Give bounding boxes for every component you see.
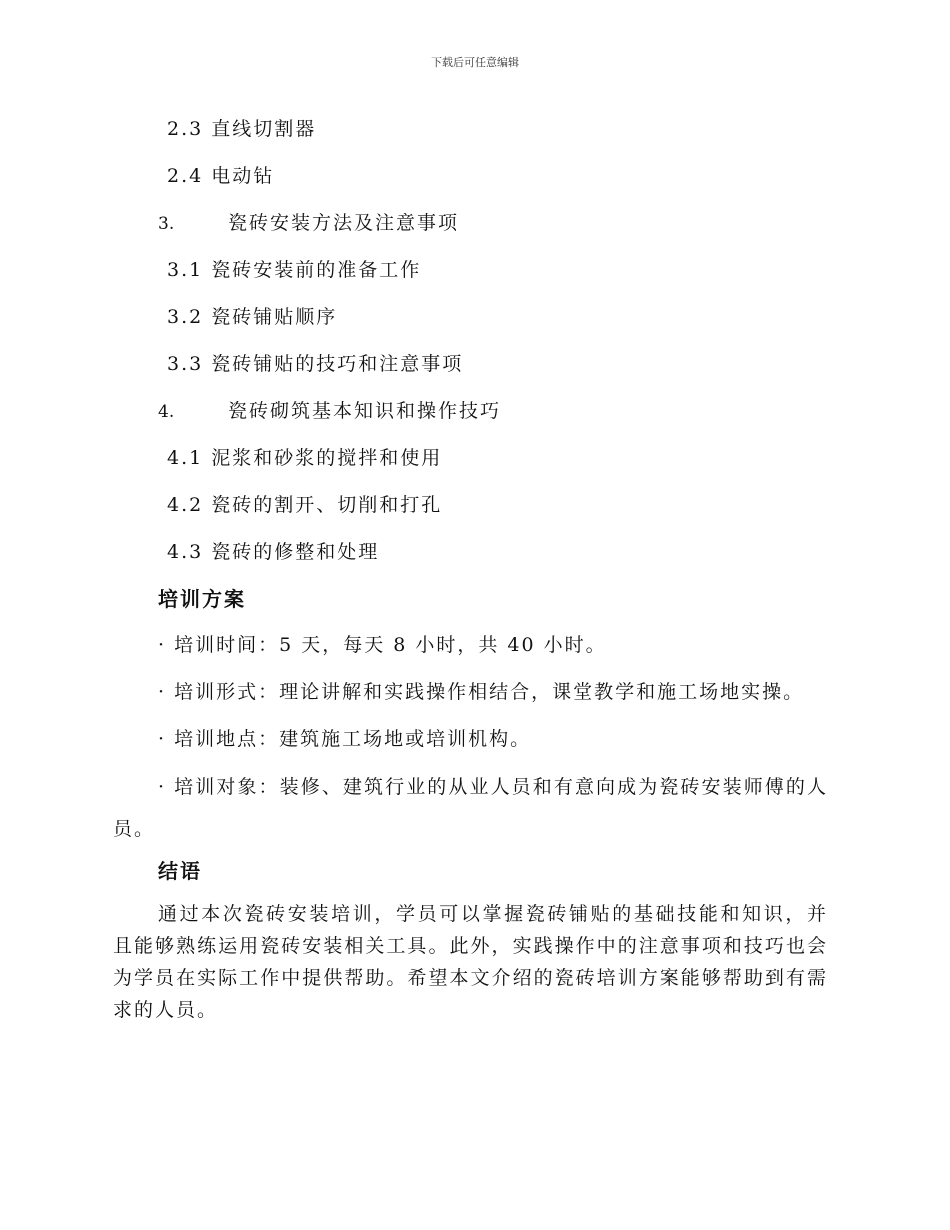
list-item: 3.1 瓷砖安装前的准备工作: [167, 259, 422, 281]
list-item: 3.3 瓷砖铺贴的技巧和注意事项: [167, 353, 464, 375]
conclusion-paragraph: 通过本次瓷砖安装培训，学员可以掌握瓷砖铺贴的基础技能和知识，并且能够熟练运用瓷砖安装相关工具。此外，实践操作中的注意事项和技巧也会为学员在实际工作中提供帮助。希望本文介绍的瓷砖培训方案能够帮助到有需求的人员。: [113, 903, 828, 1021]
training-place: · 培训地点：建筑施工场地或培训机构。: [158, 728, 532, 750]
section-title: 瓷砖安装方法及注意事项: [228, 212, 460, 234]
list-item: 2.3 直线切割器: [167, 118, 317, 140]
section-title: 瓷砖砌筑基本知识和操作技巧: [228, 400, 502, 422]
training-form: · 培训形式：理论讲解和实践操作相结合，课堂教学和施工场地实操。: [158, 681, 805, 703]
training-time: · 培训时间：5 天，每天 8 小时，共 40 小时。: [158, 634, 607, 656]
list-item: 4.1 泥浆和砂浆的搅拌和使用: [167, 447, 443, 469]
list-item: 4.3 瓷砖的修整和处理: [167, 541, 380, 563]
section-number: 3.: [158, 214, 175, 234]
training-target: · 培训对象：装修、建筑行业的从业人员和有意向成为瓷砖安装师傅的人员。: [113, 776, 828, 840]
page-header: 下载后可任意编辑: [431, 56, 519, 69]
section-number: 4.: [158, 402, 175, 422]
training-heading: 培训方案: [158, 587, 246, 611]
list-item: 3.2 瓷砖铺贴顺序: [167, 306, 338, 328]
conclusion-heading: 结语: [158, 859, 202, 883]
list-item: 2.4 电动钻: [167, 165, 275, 187]
section-heading: [158, 396, 501, 423]
list-item: 4.2 瓷砖的割开、切削和打孔: [167, 494, 443, 516]
section-heading: [158, 208, 459, 235]
